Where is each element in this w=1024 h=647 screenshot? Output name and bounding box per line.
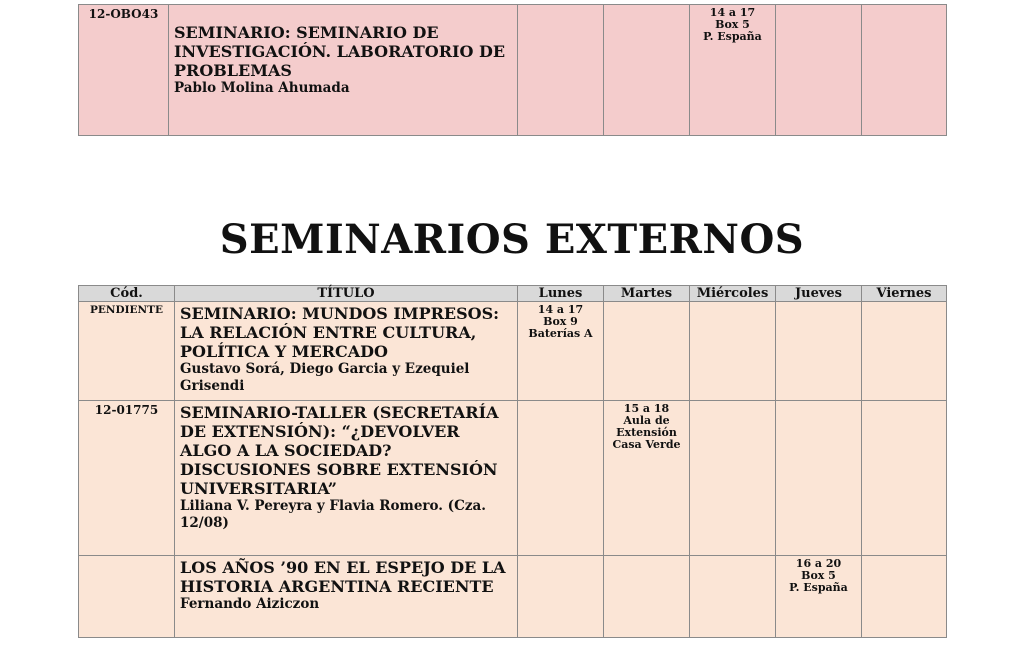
cell-miercoles: [690, 5, 776, 136]
course-title-cell: [175, 302, 518, 401]
header-jueves: Jueves: [776, 286, 862, 302]
header-martes: Martes: [604, 286, 690, 302]
table-row: [79, 401, 947, 556]
course-author: Liliana V. Pereyra y Flavia Romero. (Cza. 12/08): [180, 498, 486, 531]
course-title: SEMINARIO: MUNDOS IMPRESOS: LA RELACIÓN ENTRE CULTURA, POLÍTICA Y MERCADO: [180, 304, 500, 361]
cell-miercoles: [690, 556, 776, 638]
header-row: [79, 286, 947, 302]
schedule-room: Aula de Extensión: [616, 414, 677, 439]
course-code: 12-OBO43: [79, 5, 169, 136]
schedule-room: Box 9: [543, 315, 578, 328]
external-seminars-table: [78, 285, 947, 638]
cell-miercoles: [690, 302, 776, 401]
course-title: SEMINARIO-TALLER (SECRETARÍA DE EXTENSIÓN): “¿DEVOLVER ALGO A LA SOCIEDAD? DISCUSIONES SOBRE EXTENSIÓN UNIVERSITARIA”: [180, 403, 499, 498]
header-lunes: Lunes: [518, 286, 604, 302]
cell-viernes: [862, 401, 947, 556]
course-code: [79, 556, 175, 638]
cell-miercoles: [690, 401, 776, 556]
cell-viernes: [862, 302, 947, 401]
schedule-place: P. España: [789, 581, 848, 594]
schedule-place: P. España: [703, 30, 762, 43]
schedule-room: Box 5: [801, 569, 836, 582]
header-title: TÍTULO: [175, 286, 518, 302]
course-author: Gustavo Sorá, Diego Garcia y Ezequiel Grisendi: [180, 361, 470, 394]
header-code: Cód.: [79, 286, 175, 302]
cell-lunes: [518, 302, 604, 401]
course-code: PENDIENTE: [79, 302, 175, 401]
table-row: [79, 302, 947, 401]
cell-lunes: [518, 5, 604, 136]
schedule-time: 14 a 17: [537, 303, 584, 316]
cell-martes: [604, 5, 690, 136]
course-code: 12-01775: [79, 401, 175, 556]
cell-martes: [604, 556, 690, 638]
cell-martes: [604, 401, 690, 556]
cell-jueves: [776, 5, 862, 136]
table-row: [79, 5, 947, 136]
seminar-schedule-table-top: [78, 4, 947, 136]
schedule-place: Baterías A: [528, 327, 593, 340]
cell-martes: [604, 302, 690, 401]
course-title: SEMINARIO: SEMINARIO DE INVESTIGACIÓN. LABORATORIO DE PROBLEMAS: [174, 23, 506, 80]
header-miercoles: Miércoles: [690, 286, 776, 302]
schedule-time: 16 a 20: [795, 557, 842, 570]
section-heading: SEMINARIOS EXTERNOS: [219, 216, 805, 263]
cell-jueves: [776, 556, 862, 638]
cell-lunes: [518, 556, 604, 638]
table-row: [79, 556, 947, 638]
cell-lunes: [518, 401, 604, 556]
course-title-cell: [169, 5, 518, 136]
schedule-room: Box 5: [715, 18, 750, 31]
cell-viernes: [862, 556, 947, 638]
course-author: Pablo Molina Ahumada: [174, 80, 350, 96]
course-title-cell: [175, 556, 518, 638]
schedule-time: 14 a 17: [709, 6, 756, 19]
schedule-place: Casa Verde: [612, 438, 681, 451]
course-author: Fernando Aiziczon: [180, 596, 320, 612]
schedule-time: 15 a 18: [623, 402, 670, 415]
course-title-cell: [175, 401, 518, 556]
cell-viernes: [862, 5, 947, 136]
course-title: LOS AÑOS ’90 EN EL ESPEJO DE LA HISTORIA ARGENTINA RECIENTE: [180, 558, 506, 596]
cell-jueves: [776, 302, 862, 401]
header-viernes: Viernes: [862, 286, 947, 302]
cell-jueves: [776, 401, 862, 556]
